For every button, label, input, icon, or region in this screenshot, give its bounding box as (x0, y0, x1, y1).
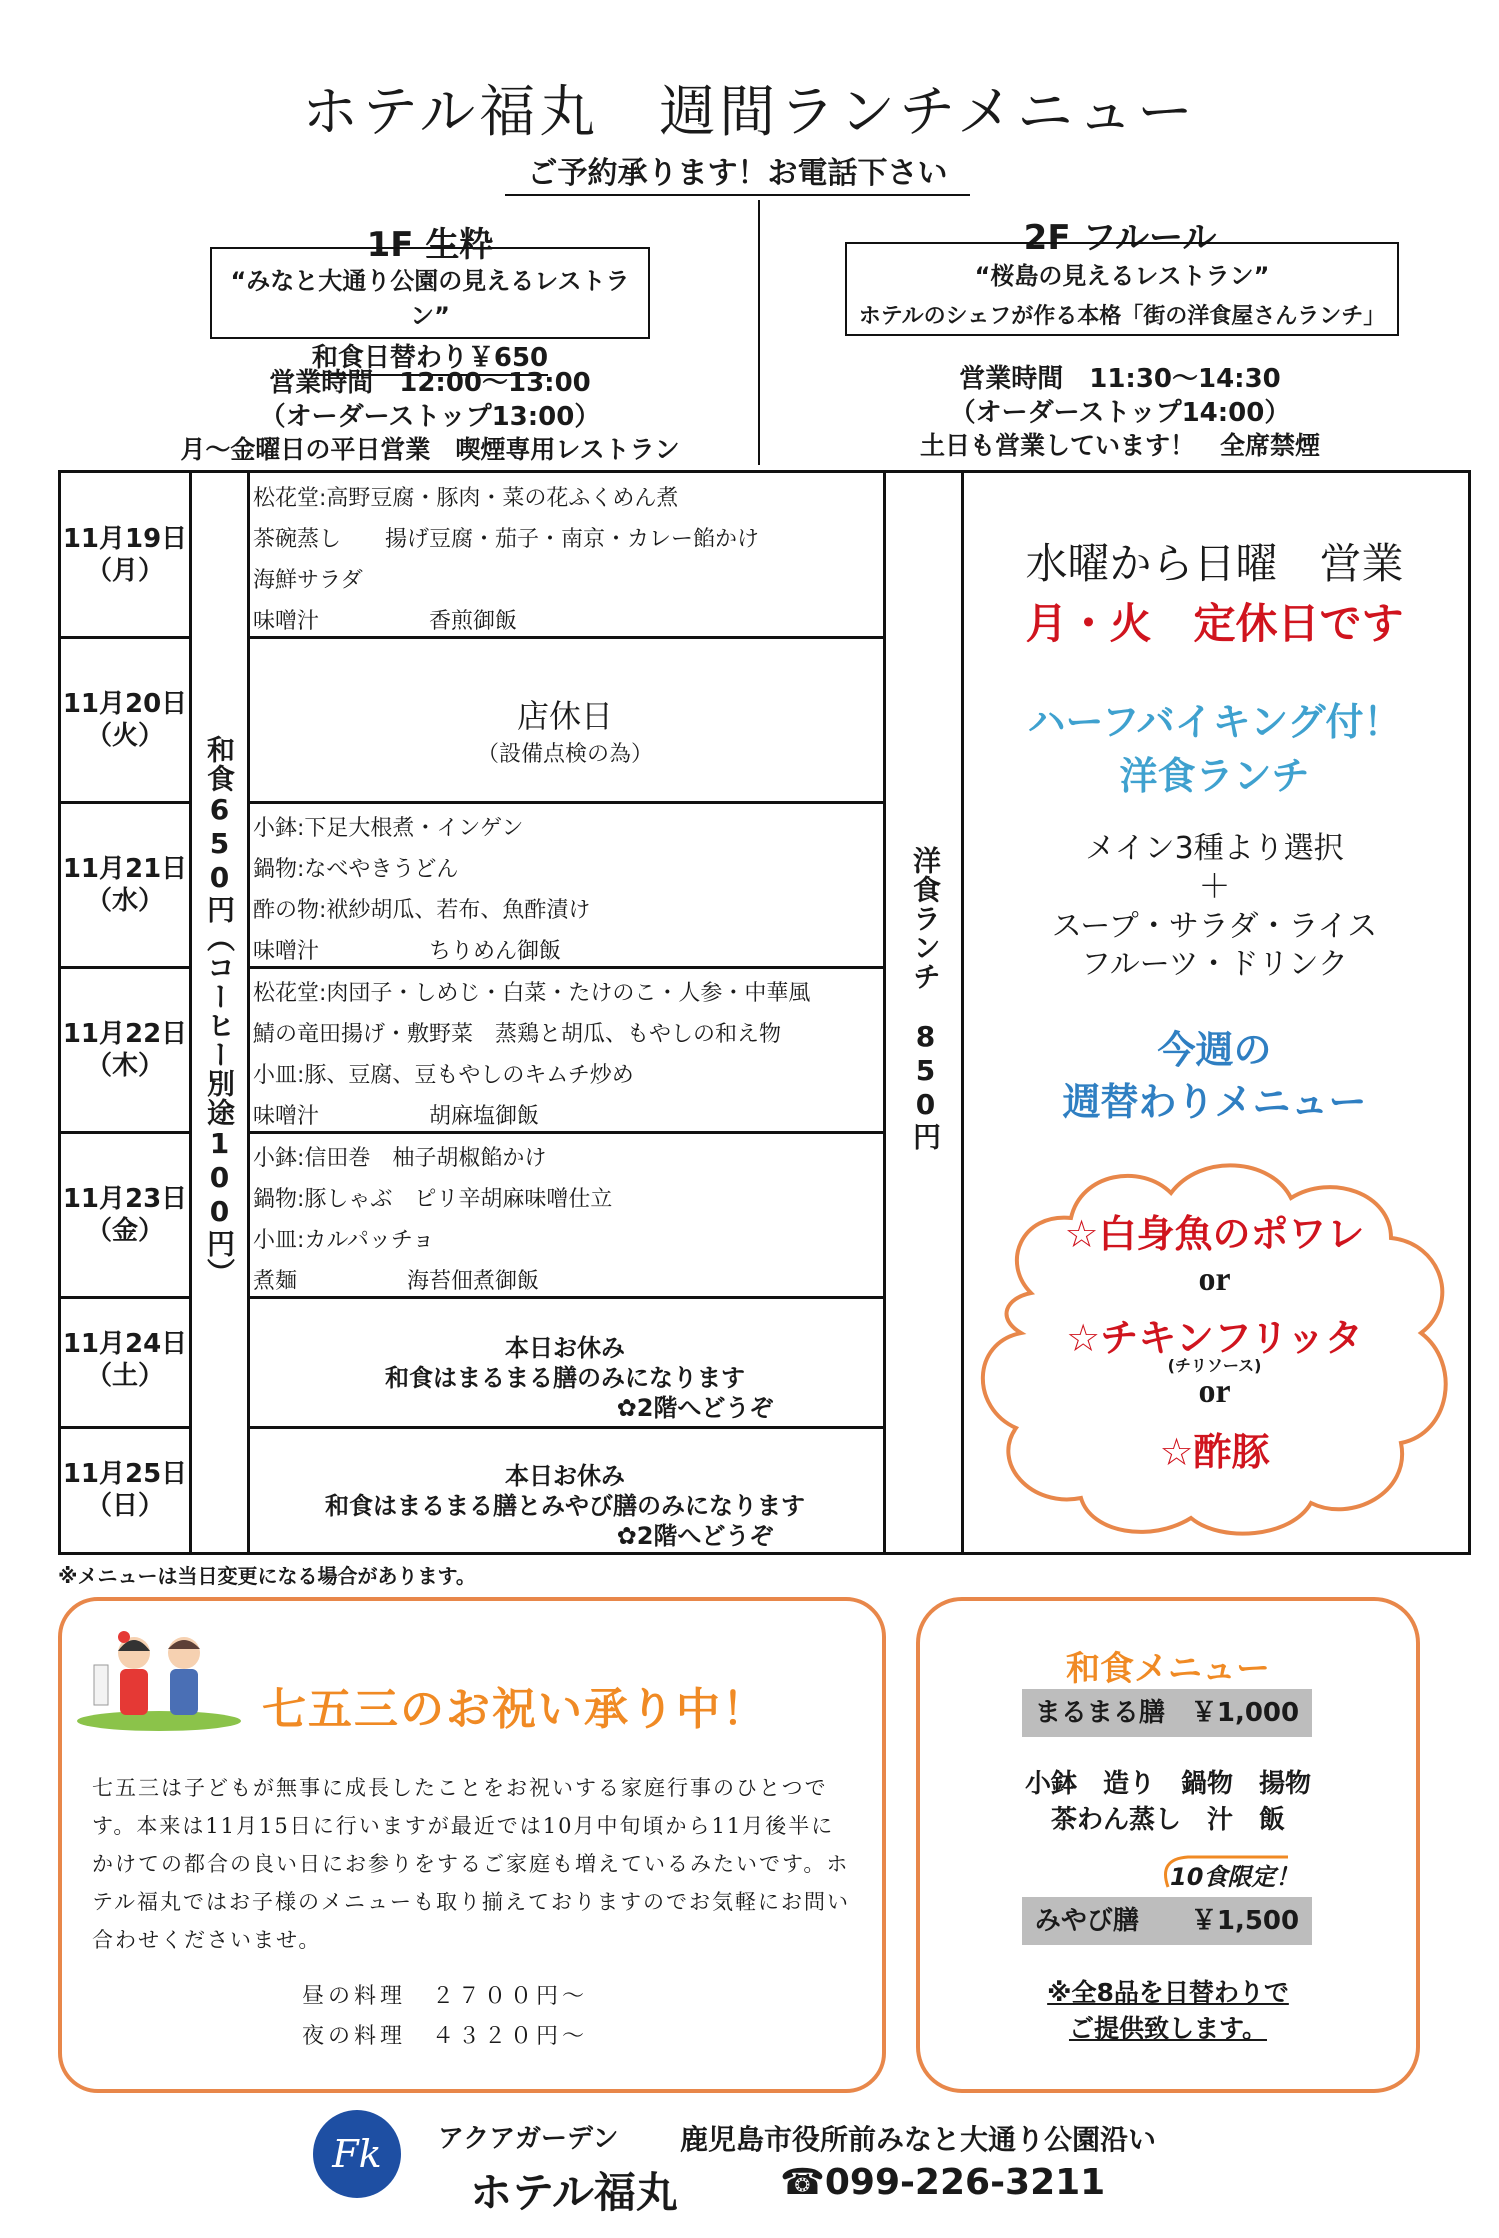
menu-19-line3: 海鮮サラダ (253, 568, 363, 593)
menu-19-line1: 松花堂:高野豆腐・豚肉・菜の花ふくめん煮 (253, 486, 679, 511)
menu-21-line2: 鍋物:なべやきうどん (253, 857, 459, 882)
left-floor-name: 1F 生粋 (366, 225, 494, 265)
closed-reason: （設備点検の為） (476, 742, 653, 767)
menu-24-rest: 本日お休み 和食はまるまる膳のみになります ✿2階へどうぞ (385, 1334, 774, 1422)
includes-line2: フルーツ・ドリンク (1081, 947, 1348, 982)
left-box-line2: 和食日替わり￥650 (312, 337, 548, 376)
menu-22-line3: 小皿:豚、豆腐、豆もやしのキムチ炒め (253, 1063, 634, 1088)
option-3: ☆酢豚 (1159, 1430, 1270, 1474)
or-1: or (1198, 1261, 1231, 1298)
menu-20-closed (247, 691, 883, 768)
right-box-line2: ホテルのシェフが作る本格「街の洋食屋さんランチ」 (858, 304, 1386, 329)
date-19: 11月19日 （月） (62, 524, 188, 586)
includes-line1: スープ・サラダ・ライス (1051, 909, 1378, 944)
date-21: 11月21日 （水） (62, 854, 188, 916)
left-hours: 営業時間 12:00～13:00 (269, 368, 591, 398)
washoku-note-line2: ご提供致します。 (1068, 2014, 1267, 2043)
left-info-box (210, 247, 650, 373)
option-2-note: (チリソース) (1167, 1356, 1262, 1375)
menu-column (247, 473, 886, 1552)
buffet-line1: ハーフバイキング付！ (1027, 700, 1402, 744)
footer-hotel-name: ホテル福丸 (470, 2168, 678, 2217)
right-hours: 営業時間 11:30～14:30 (959, 364, 1281, 394)
shichigosan-body: 七五三は子どもが無事に成長したことをお祝いする家庭行事のひとつです。本来は11月15日に行いますが最近では10月中旬頃から11月後半にかけての都合の良い日にお参りをするご家庭も増えているみたいです。ホテル福丸ではお子様のメニューも取り揃えておりますのでお気軽にお問い合わせくださいませ。 (92, 1776, 850, 1952)
menu-22-line2: 鯖の竜田揚げ・敷野菜 蒸鶏と胡瓜、もやしの和え物 (253, 1022, 782, 1047)
date-25: 11月25日 （日） (62, 1459, 188, 1521)
menu-21-line1: 小鉢:下足大根煮・インゲン (253, 816, 524, 841)
menu-22-line4: 味噌汁 胡麻塩御飯 (253, 1104, 540, 1129)
set1-items-line1: 小鉢 造り 鍋物 揚物 (1024, 1769, 1311, 1799)
washoku-menu-panel (916, 1597, 1420, 2093)
shichigosan-panel (58, 1597, 886, 2093)
shichigosan-title: 七五三のお祝い承り中！ (262, 1684, 768, 1735)
footer-area: アクアガーデン (438, 2124, 619, 2154)
menu-22-line1: 松花堂:肉団子・しめじ・白菜・たけのこ・人参・中華風 (253, 981, 811, 1006)
menu-23-line4: 煮麺 海苔佃煮御飯 (253, 1269, 540, 1294)
left-box-line1: “みなと大通り公園の見えるレストラン” (230, 267, 630, 330)
or-2: or (1198, 1373, 1231, 1410)
footnote: ※メニューは当日変更になる場合があります。 (58, 1564, 476, 1588)
kids-illustration (74, 1621, 244, 1731)
reservation-note: ご予約承ります！お電話下さい (505, 148, 970, 196)
footer-phone: ☎099-226-3211 (780, 2162, 1106, 2203)
date-22: 11月22日 （木） (62, 1019, 188, 1081)
right-box-line1: “桜島の見えるレストラン” (974, 262, 1270, 290)
washoku-note-line1: ※全8品を日替わりで (1047, 1978, 1289, 2007)
footer-address: 鹿児島市役所前みなと大通り公園沿い (680, 2123, 1157, 2156)
date-24: 11月24日 （土） (62, 1329, 188, 1391)
limited-bubble-icon (1148, 1849, 1308, 1899)
washoku-price-column (189, 473, 250, 1552)
date-column (61, 473, 192, 1552)
open-days: 水曜から日曜 営業 (1025, 539, 1404, 588)
right-info-box (845, 242, 1399, 336)
set1-bar: まるまる膳 ￥1,000 (1022, 1689, 1312, 1737)
option-1: ☆白身魚のポワレ (1064, 1212, 1365, 1256)
page-title: ホテル福丸 週間ランチメニュー (302, 80, 1197, 145)
yoshoku-price-column (883, 473, 964, 1552)
washoku-menu-title: 和食メニュー (1066, 1649, 1270, 1689)
set1-items-line2: 茶わん蒸し 汁 飯 (1050, 1805, 1285, 1835)
closed-label: 店休日 (516, 697, 613, 735)
limited-label: 10食限定！ (1170, 1863, 1300, 1891)
plus-sign: ＋ (1198, 867, 1231, 905)
menu-23-line2: 鍋物:豚しゃぶ ピリ辛胡麻味噌仕立 (253, 1187, 613, 1212)
menu-25-rest: 本日お休み 和食はまるまる膳とみやび膳のみになります ✿2階へどうぞ (325, 1462, 805, 1550)
set2-bar: みやび膳 ￥1,500 (1022, 1897, 1312, 1945)
menu-table (58, 470, 1471, 1555)
kids-icon (74, 1621, 244, 1731)
option-2: ☆チキンフリッタ (1066, 1316, 1363, 1360)
shichigosan-dinner: 夜の料理 ４３２０円～ (302, 2024, 589, 2049)
weekly-line1: 今週の (1157, 1028, 1272, 1072)
menu-19-line4: 味噌汁 香煎御飯 (253, 609, 518, 634)
menu-19-line2: 茶碗蒸し 揚げ豆腐・茄子・南京・カレー餡かけ (253, 527, 760, 552)
hotel-logo: Fk (313, 2110, 401, 2198)
right-floor-name: 2F フルール (1023, 218, 1217, 258)
washoku-price-label: 和食650円（コーヒー別途100円） (203, 735, 236, 1287)
choose-text: メイン3種より選択 (1085, 831, 1344, 866)
right-order-stop: （オーダーストップ14:00） (949, 398, 1291, 428)
right-note: 土日も営業しています！ 全席禁煙 (919, 431, 1320, 460)
menu-23-line3: 小皿:カルパッチョ (253, 1228, 435, 1253)
shichigosan-lunch: 昼の料理 ２７００円～ (302, 1984, 589, 2009)
date-20: 11月20日 （火） (62, 689, 188, 751)
menu-21-line3: 酢の物:袱紗胡瓜、若布、魚酢漬け (253, 898, 591, 923)
closed-days: 月・火 定休日です (1025, 599, 1404, 648)
date-23: 11月23日 （金） (62, 1184, 188, 1246)
buffet-line2: 洋食ランチ (1119, 754, 1310, 798)
western-lunch-panel (961, 473, 1468, 1552)
header-divider (758, 200, 760, 465)
left-order-stop: （オーダーストップ13:00） (259, 402, 601, 432)
menu-23-line1: 小鉢:信田巻 柚子胡椒餡かけ (253, 1146, 547, 1171)
left-note: 月～金曜日の平日営業 喫煙専用レストラン (180, 435, 680, 464)
yoshoku-price-label: 洋食ランチ 850円 (909, 846, 942, 1151)
menu-21-line4: 味噌汁 ちりめん御飯 (253, 939, 562, 964)
weekly-line2: 週替わりメニュー (1062, 1080, 1367, 1124)
